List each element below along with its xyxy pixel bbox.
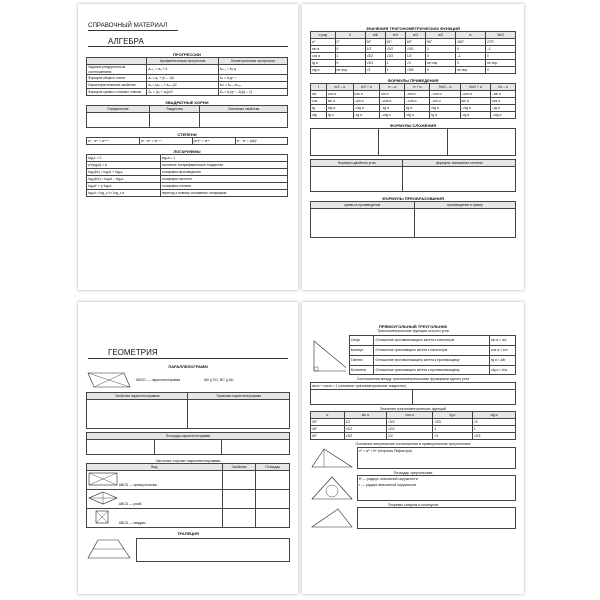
reduction-table [310, 83, 516, 119]
relations-table [310, 382, 516, 405]
trig-func-table [349, 335, 516, 375]
addition-cell [379, 129, 447, 156]
rt-col: cos α [387, 412, 433, 419]
parallelogram-cond: AB || CD, BC || AD [203, 377, 234, 382]
trig-cell: –1 [485, 46, 515, 53]
area-box [357, 475, 516, 501]
log-formula: a^(logₐb) = b [87, 162, 161, 169]
trig-cell: 0 [485, 67, 515, 74]
trig-cell: не опр. [335, 67, 365, 74]
log-desc: основное логарифмическое тождество [160, 162, 287, 169]
signs-head: Признаки параллелограмма [188, 393, 290, 400]
transform-table [310, 201, 516, 238]
algebra-title: АЛГЕБРА [108, 37, 144, 46]
trapezoid-props [136, 538, 290, 562]
trig-head: π/3 [405, 32, 425, 39]
red-cell: ctg α [430, 105, 460, 112]
special-figure [87, 471, 223, 490]
rt-cell: √3 [433, 433, 473, 440]
progressions-table [86, 57, 288, 96]
red-head: π – α [380, 84, 405, 91]
arith-col: Арифметическая прогрессия [147, 58, 218, 65]
geom-col: Геометрическая прогрессия [218, 58, 287, 65]
trig-cell: 1 [385, 67, 405, 74]
prog-geom: bₙ₊₁ = bₙ·q [218, 65, 287, 75]
area-figure [310, 475, 354, 501]
trig-cell: не опр. [485, 60, 515, 67]
log-title: ЛОГАРИФМЫ [173, 149, 201, 155]
func-desc: Отношение противолежащего катета к гипотенузе [374, 336, 490, 346]
func-name: Синус [349, 336, 374, 346]
red-cell: –sin α [405, 91, 430, 98]
trig-head: π/2 [425, 32, 455, 39]
relations-cell [413, 389, 516, 404]
radius-outer: R — радиус описанной окружности [359, 477, 418, 482]
special-table [86, 463, 290, 528]
red-cell: tg α [405, 105, 430, 112]
sin-cos-figure [310, 507, 354, 529]
right-triangle-title: ПРЯМОУГОЛЬНЫЙ ТРЕУГОЛЬНИК [378, 324, 448, 329]
progressions-corner [87, 58, 147, 65]
rt-cell: √3/2 [387, 419, 433, 426]
red-cell: –tg α [380, 105, 405, 112]
rt-cell: √3 [472, 419, 515, 426]
red-cell: tg α [326, 112, 353, 119]
red-cell: –ctg α [491, 112, 516, 119]
red-cell: –sin α [491, 91, 516, 98]
parallelogram-def: ABCD — параллелограмм [136, 377, 180, 382]
red-cell: cos α [326, 91, 353, 98]
special-kind: ABCD — прямоугольник [118, 483, 157, 488]
func-desc: Отношение прилежащего катета к противолежащему [374, 365, 490, 375]
transform-col: суммы в произведение [311, 202, 415, 209]
trig-cell: 1/2 [405, 53, 425, 60]
relations-title: Соотношения между тригонометрическими функциями одного угла [356, 377, 470, 382]
prog-label: Характеристическое свойство [87, 82, 147, 89]
trig-cell: √3/3 [365, 60, 385, 67]
title-underline [88, 46, 288, 47]
rt-cell: 1/2 [344, 419, 386, 426]
rectangle-figure [88, 472, 118, 486]
trig-deg: 270° [485, 39, 515, 46]
trapezoid-title: ТРАПЕЦИЯ [177, 531, 199, 536]
prog-arith: aₙ = a₁ + (n – 1)d [147, 75, 218, 82]
trig-cell: не опр. [425, 60, 455, 67]
trig-cell: ctg α [311, 67, 336, 74]
algebra-page [78, 4, 298, 290]
right-triangle-page [302, 302, 524, 594]
rt-cell: √3/3 [472, 433, 515, 440]
log-desc: логарифм произведения [160, 169, 287, 176]
double-angle-head: Формулы двойного угла [311, 160, 403, 167]
rt-cell: √3/2 [344, 433, 386, 440]
log-formula: logₐbᵖ = p·logₐb [87, 183, 161, 190]
log-desc: logₐa = 1 [160, 155, 287, 162]
red-cell: tg [311, 105, 327, 112]
red-cell: sin [311, 91, 327, 98]
special-kind: ABCD — ромб [118, 502, 142, 507]
rt-cell: 1/2 [387, 433, 433, 440]
special-area [256, 471, 290, 490]
addition-table [310, 128, 516, 156]
degree-cell: aⁿ : aᵐ = aⁿ⁻ᵐ [139, 138, 192, 145]
right-triangle-subtitle: Тригонометрические функции острого угла [377, 329, 449, 333]
func-formula: tg α = a/b [490, 355, 516, 365]
red-cell: –ctg α [460, 105, 490, 112]
rt-col: ctg α [472, 412, 515, 419]
trig-page [302, 4, 524, 290]
parallelogram-title: ПАРАЛЛЕЛОГРАММ [168, 364, 208, 369]
trig-cell: 0 [455, 60, 485, 67]
red-cell: –cos α [430, 91, 460, 98]
special-area [256, 490, 290, 509]
trig-head: π [455, 32, 485, 39]
special-prop [222, 490, 256, 509]
red-cell: sin α [460, 98, 490, 105]
addition-cell [447, 129, 515, 156]
transform-col: произведения в сумму [414, 202, 516, 209]
half-degree-cell [403, 167, 516, 192]
area-title: Площадь треугольника [393, 470, 433, 475]
addition-title: ФОРМУЛЫ СЛОЖЕНИЯ [389, 123, 437, 128]
degree-cell: aⁿ · aᵐ = aⁿ⁺ᵐ [87, 138, 140, 145]
log-desc: переход к новому основанию логарифма [160, 190, 287, 197]
prog-geom: bₙ² = bₙ₋₁·bₙ₊₁ [218, 82, 287, 89]
half-degree-head: формулы понижения степени [403, 160, 516, 167]
prog-arith: aₙ = (aₙ₋₁ + aₙ₊₁)/2 [147, 82, 218, 89]
red-cell: cos α [353, 91, 380, 98]
red-cell: –ctg α [380, 112, 405, 119]
red-cell: –tg α [491, 105, 516, 112]
special-figure [87, 490, 223, 509]
func-name: Косинус [349, 346, 374, 356]
log-formula: logₐb = log_c b / log_c a [87, 190, 161, 197]
trig-cell: √3 [365, 67, 385, 74]
radius-inner: r — радиус вписанной окружности [359, 483, 417, 488]
log-desc: логарифм степени [160, 183, 287, 190]
prog-label: Задание рекуррентным соотношением [87, 65, 147, 75]
trig-cell: 0 [335, 46, 365, 53]
transform-cell [311, 209, 415, 238]
special-col: Площадь [256, 464, 290, 471]
func-desc: Отношение противолежащего катета к прилежащему [374, 355, 490, 365]
identity-cell: sin²α + cos²α = 1 (основное тригонометрическое тождество) [311, 382, 516, 389]
rt-cell: 30° [311, 419, 345, 426]
area-cell [154, 440, 222, 455]
square-figure [88, 510, 118, 524]
geometry-title: ГЕОМЕТРИЯ [108, 348, 158, 357]
red-head: π + α [405, 84, 430, 91]
rt-cell: √2/2 [344, 426, 386, 433]
degree-table [86, 137, 288, 145]
trig-cell: 0 [335, 60, 365, 67]
special-figure [87, 509, 223, 528]
prog-arith: aₙ₊₁ = aₙ + d [147, 65, 218, 75]
log-table [86, 154, 288, 197]
red-cell: cos α [491, 98, 516, 105]
trig-cell: 0 [455, 46, 485, 53]
special-col: Вид [87, 464, 223, 471]
parallelogram-area-table [86, 432, 290, 455]
trig-cell: не опр. [455, 67, 485, 74]
rt-values-title: Значения тригонометрических функций [379, 406, 447, 411]
rt-col: tg α [433, 412, 473, 419]
rt-cell: √3/3 [433, 419, 473, 426]
area-cell [222, 440, 290, 455]
red-cell: –sin α [430, 98, 460, 105]
trig-cell: √2/2 [385, 46, 405, 53]
special-prop [222, 471, 256, 490]
trig-cell: cos α [311, 53, 336, 60]
trig-values-table [310, 31, 516, 74]
degree-title: СТЕПЕНИ [177, 132, 197, 138]
prog-label: Формула общего члена [87, 75, 147, 82]
trig-cell: 1 [425, 46, 455, 53]
trig-head: α рад [311, 32, 336, 39]
func-formula: sin α = a/c [490, 336, 516, 346]
trig-values-title: ЗНАЧЕНИЯ ТРИГОНОМЕТРИЧЕСКИХ ФУНКЦИЙ [366, 26, 460, 31]
func-formula: ctg α = b/a [490, 365, 516, 375]
red-head: π/2 – α [326, 84, 353, 91]
geometry-page [78, 302, 298, 594]
reduction-title: ФОРМУЛЫ ПРИВЕДЕНИЯ [387, 78, 439, 83]
roots-cell [200, 113, 288, 128]
func-desc: Отношение прилежащего катета к гипотенузе [374, 346, 490, 356]
func-name: Котангенс [349, 365, 374, 375]
rt-col: α [311, 412, 345, 419]
log-formula: logₐ(bc) = logₐb + logₐc [87, 169, 161, 176]
func-name: Тангенс [349, 355, 374, 365]
rt-cell: 1 [433, 426, 473, 433]
pythagoras: c² = a² + b² (теорема Пифагора) [359, 448, 412, 453]
trig-cell: 1 [335, 53, 365, 60]
red-head: f [311, 84, 327, 91]
func-formula: cos α = b/c [490, 346, 516, 356]
double-angle-cell [311, 167, 403, 192]
addition-cell [311, 129, 379, 156]
special-area [256, 509, 290, 528]
trig-deg: 45° [385, 39, 405, 46]
roots-col: Определение [87, 106, 150, 113]
log-formula: logₐ1 = 0 [87, 155, 161, 162]
trig-cell: √3 [405, 60, 425, 67]
red-cell: –tg α [460, 112, 490, 119]
right-triangle-figure [310, 335, 346, 375]
prog-label: Формула суммы n первых членов [87, 89, 147, 96]
trig-deg: α° [311, 39, 336, 46]
rt-cell: √2/2 [387, 426, 433, 433]
trig-cell: √3/3 [405, 67, 425, 74]
special-col: Свойство [222, 464, 256, 471]
sin-cos-box [357, 507, 516, 529]
trig-cell: 0 [425, 67, 455, 74]
prog-arith: Sₙ = (a₁ + aₙ)n/2 [147, 89, 218, 96]
roots-table [86, 105, 288, 128]
parallelogram-figure [86, 371, 132, 389]
metric-box [357, 447, 516, 469]
trig-head: 3π/2 [485, 32, 515, 39]
trig-cell: 0 [425, 53, 455, 60]
red-cell: cos [311, 98, 327, 105]
progressions-title: ПРОГРЕССИИ [173, 52, 201, 57]
red-cell: ctg α [405, 112, 430, 119]
red-head: 3π/2 – α [430, 84, 460, 91]
trig-cell: √2/2 [385, 53, 405, 60]
red-cell: ctg [311, 112, 327, 119]
red-head: 2π – α [491, 84, 516, 91]
red-cell: –tg α [353, 112, 380, 119]
trig-head: π/6 [365, 32, 385, 39]
trig-head: π/4 [385, 32, 405, 39]
trig-deg: 0° [335, 39, 365, 46]
red-cell: sin α [380, 91, 405, 98]
roots-cell [87, 113, 150, 128]
trig-deg: 90° [425, 39, 455, 46]
trig-deg: 60° [405, 39, 425, 46]
metric-title: Основные метрические соотношения в прямоугольном треугольнике [355, 442, 471, 447]
metric-figure [310, 447, 354, 469]
rt-cell: 60° [311, 433, 345, 440]
trig-cell: sin α [311, 46, 336, 53]
red-cell: –cos α [405, 98, 430, 105]
trig-cell: tg α [311, 60, 336, 67]
red-cell: –cos α [380, 98, 405, 105]
reference-header: СПРАВОЧНЫЙ МАТЕРИАЛ [88, 22, 168, 29]
trig-deg: 180° [455, 39, 485, 46]
log-desc: логарифм частного [160, 176, 287, 183]
roots-col: Тождество [149, 106, 200, 113]
degree-cell: aⁿ · bⁿ = (ab)ⁿ [235, 138, 287, 145]
roots-col: Основные свойства [200, 106, 288, 113]
trig-cell: 0 [485, 53, 515, 60]
roots-title: КВАДРАТНЫЕ КОРНИ [165, 100, 209, 106]
rt-cell: 45° [311, 426, 345, 433]
log-formula: logₐ(b/c) = logₐb – logₐc [87, 176, 161, 183]
trig-head: 0 [335, 32, 365, 39]
special-prop [222, 509, 256, 528]
area-cell [87, 440, 155, 455]
transform-cell [414, 209, 516, 238]
trig-deg: 30° [365, 39, 385, 46]
rhombus-figure [88, 491, 118, 505]
rt-cell: 1 [472, 426, 515, 433]
special-kind: ABCD — квадрат [118, 521, 146, 526]
trig-cell: 1/2 [365, 46, 385, 53]
parallelogram-props-table [86, 392, 290, 429]
props-cell [87, 400, 188, 429]
geometry-title-underline [88, 358, 288, 359]
relations-cell [311, 389, 413, 404]
red-head: π/2 + α [353, 84, 380, 91]
prog-geom: Sₙ = b₁(qⁿ – 1)/(q – 1) [218, 89, 287, 96]
transform-title: ФОРМУЛЫ ПРЕОБРАЗОВАНИЯ [382, 196, 444, 201]
red-cell: –ctg α [353, 105, 380, 112]
red-cell: –sin α [353, 98, 380, 105]
sin-cos-title: Теоремы синусов и косинусов [387, 503, 439, 508]
signs-cell [188, 400, 290, 429]
trapezoid-figure [86, 538, 132, 560]
red-cell: sin α [326, 98, 353, 105]
special-title: Частные случаи параллелограмма [155, 458, 221, 463]
header-underline [88, 30, 178, 31]
rt-col: sin α [344, 412, 386, 419]
red-cell: –cos α [460, 91, 490, 98]
red-head: 3π/2 + α [460, 84, 490, 91]
red-cell: ctg α [326, 105, 353, 112]
roots-cell [149, 113, 200, 128]
trig-cell: –1 [455, 53, 485, 60]
trig-cell: √3/2 [405, 46, 425, 53]
rt-values-table [310, 411, 516, 440]
trig-cell: √3/2 [365, 53, 385, 60]
double-angle-table [310, 159, 516, 192]
red-cell: tg α [430, 112, 460, 119]
props-head: Свойства параллелограмма [87, 393, 188, 400]
area-head: Площадь параллелограмма [87, 433, 290, 440]
trig-cell: 1 [385, 60, 405, 67]
degree-cell: (aⁿ)ᵐ = aⁿᵐ [192, 138, 235, 145]
prog-geom: bₙ = b₁qⁿ⁻¹ [218, 75, 287, 82]
